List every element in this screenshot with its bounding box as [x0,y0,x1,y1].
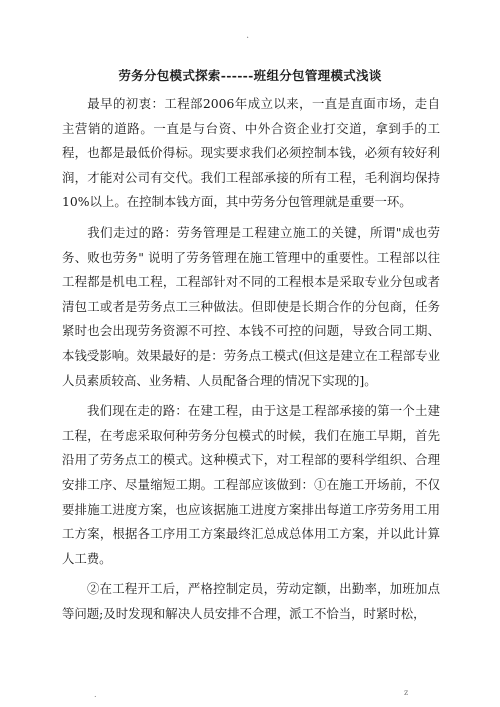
paragraph-initial-intent [62,92,440,215]
paragraph-current-path [62,399,440,571]
paragraph-text: 我们现在走的路：在建工程，由于这是工程部承接的第一个土建工程，在考虑采取何种劳务分包模式的时候，我们在施工早期，首先沿用了劳务点工的模式。这种模式下，对工程部的要科学组织、合理安排工序、尽量缩短工期。工程部应该做到：①在施工开场前，不仅要排施工进度方案，也应该据施工进度方案排出每道工序劳务用工用工方案，根据各工序用工方案最终汇总成总体用工方案，并以此计算人工费。 [62,403,440,566]
header-mark: . [246,30,250,41]
footer-right-mark: z [404,688,409,697]
paragraph-after-start [62,577,440,626]
footer-left-mark: . [94,690,97,699]
document-title: 劳务分包模式探索------班组分包管理模式浅谈 [118,68,382,83]
paragraph-text: 最早的初衷：工程部2006年成立以来，一直是直面市场，走自主营销的道路。一直是与台资、中外合资企业打交道，拿到手的工程，也都是最低价得标。现实要求我们必须控制本钱，必须有较好利润，才能对公司有交代。我们工程部承接的所有工程，毛利润均保持10%以上。在控制本钱方面，其中劳务分包管理就是重要一环。 [62,96,440,210]
paragraph-text: 我们走过的路：劳务管理是工程建立施工的关键，所谓"成也劳务、败也劳务" 说明了劳务管理在施工管理中的重要性。工程部以往工程都是机电工程，工程部针对不同的工程根本是采取专业分包或者清包工或者是劳务点工三种做法。但即使是长期合作的分包商，任务紧时也会出现劳务资源不可控、本钱不可控的问题，导致合同工期、本钱受影响。效果最好的是：劳务点工模式(但这是建立在工程部专业人员素质较高、业务精、人员配备合理的情况下实现的]。 [62,224,440,388]
paragraph-past-path [62,221,440,393]
paragraph-text: ②在工程开工后，严格控制定员，劳动定额，出勤率，加班加点等问题;及时发现和解决人员安排不合理，派工不恰当，时紧时松， [62,581,440,621]
document-body [62,92,440,626]
